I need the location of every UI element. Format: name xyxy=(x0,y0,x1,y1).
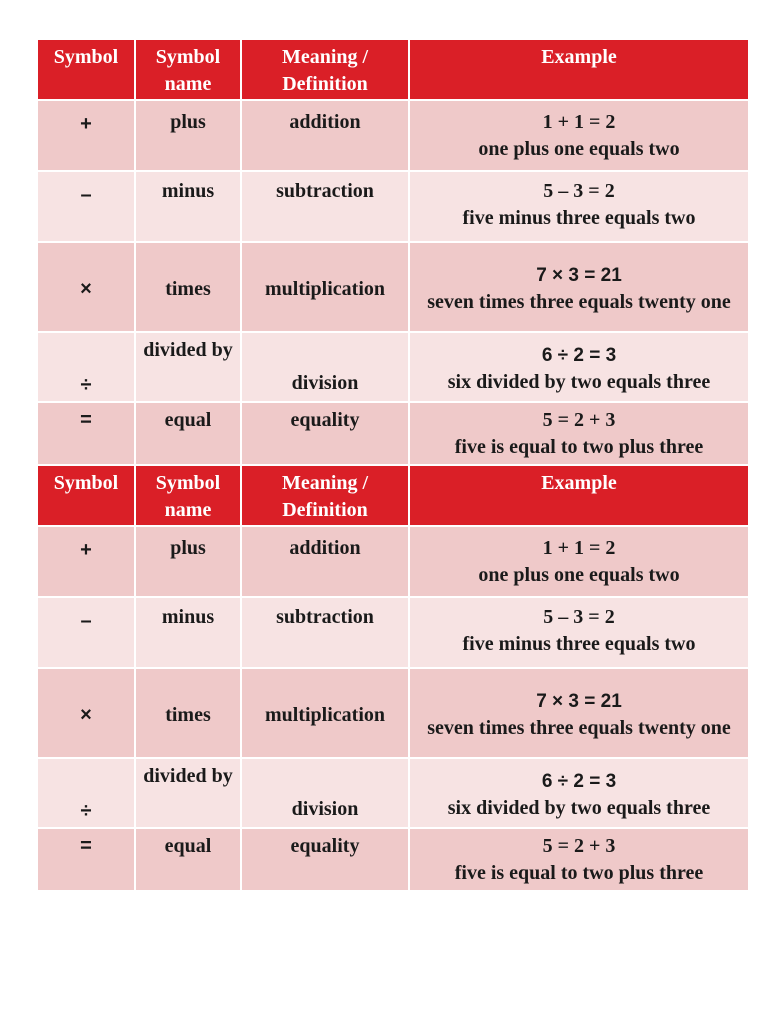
document-page xyxy=(36,38,748,892)
table-row xyxy=(37,668,749,758)
cell-symbol: + xyxy=(37,526,135,597)
example-words: seven times three equals twenty one xyxy=(427,291,731,313)
table-row xyxy=(37,597,749,668)
cell-example xyxy=(409,402,749,465)
cell-symbol: ÷ xyxy=(37,332,135,402)
cell-example xyxy=(409,242,749,332)
cell-example xyxy=(409,597,749,668)
table-row xyxy=(37,402,749,465)
cell-symbol-name: equal xyxy=(135,402,241,465)
table-header-row xyxy=(37,39,749,100)
example-equation: 7 × 3 = 21 xyxy=(536,265,622,286)
example-words: one plus one equals two xyxy=(478,564,680,586)
cell-symbol: ÷ xyxy=(37,758,135,828)
cell-meaning: addition xyxy=(241,526,409,597)
table-row xyxy=(37,332,749,402)
cell-symbol: + xyxy=(37,100,135,171)
cell-example xyxy=(409,100,749,171)
header-example: Example xyxy=(409,39,749,100)
example-equation: 6 ÷ 2 = 3 xyxy=(541,345,617,366)
header-symbol: Symbol xyxy=(37,39,135,100)
cell-meaning: multiplication xyxy=(241,668,409,758)
cell-symbol: = xyxy=(37,402,135,465)
example-equation: 5 = 2 + 3 xyxy=(542,835,616,857)
cell-example xyxy=(409,526,749,597)
example-equation: 6 ÷ 2 = 3 xyxy=(541,771,617,792)
table-row xyxy=(37,828,749,891)
example-words: five minus three equals two xyxy=(462,633,696,655)
cell-symbol-name: plus xyxy=(135,526,241,597)
header-symbol-name: Symbol name xyxy=(135,465,241,526)
example-equation: 1 + 1 = 2 xyxy=(542,537,616,559)
table-header-row xyxy=(37,465,749,526)
cell-meaning: division xyxy=(241,332,409,402)
cell-symbol-name: times xyxy=(135,668,241,758)
header-meaning: Meaning / Definition xyxy=(241,465,409,526)
table-row xyxy=(37,171,749,242)
header-example: Example xyxy=(409,465,749,526)
cell-symbol: = xyxy=(37,828,135,891)
cell-symbol: – xyxy=(37,171,135,242)
example-words: six divided by two equals three xyxy=(447,371,711,393)
example-equation: 1 + 1 = 2 xyxy=(542,111,616,133)
example-equation: 7 × 3 = 21 xyxy=(536,691,622,712)
example-equation: 5 – 3 = 2 xyxy=(543,180,615,202)
example-words: five is equal to two plus three xyxy=(454,862,704,884)
example-equation: 5 – 3 = 2 xyxy=(543,606,615,628)
table-row xyxy=(37,242,749,332)
example-words: five minus three equals two xyxy=(462,207,696,229)
cell-symbol-name: times xyxy=(135,242,241,332)
cell-meaning: equality xyxy=(241,828,409,891)
header-symbol-name: Symbol name xyxy=(135,39,241,100)
cell-example xyxy=(409,668,749,758)
cell-example xyxy=(409,332,749,402)
cell-meaning: addition xyxy=(241,100,409,171)
cell-example xyxy=(409,171,749,242)
cell-meaning: division xyxy=(241,758,409,828)
cell-meaning: subtraction xyxy=(241,171,409,242)
cell-symbol: – xyxy=(37,597,135,668)
table-row xyxy=(37,758,749,828)
table-row xyxy=(37,526,749,597)
cell-meaning: multiplication xyxy=(241,242,409,332)
example-words: five is equal to two plus three xyxy=(454,436,704,458)
cell-symbol: × xyxy=(37,668,135,758)
cell-symbol-name: divided by xyxy=(135,758,241,828)
cell-symbol: × xyxy=(37,242,135,332)
header-symbol: Symbol xyxy=(37,465,135,526)
example-words: seven times three equals twenty one xyxy=(427,717,731,739)
cell-symbol-name: minus xyxy=(135,597,241,668)
cell-meaning: subtraction xyxy=(241,597,409,668)
math-symbols-table xyxy=(36,38,750,892)
cell-example xyxy=(409,758,749,828)
example-words: one plus one equals two xyxy=(478,138,680,160)
cell-symbol-name: minus xyxy=(135,171,241,242)
cell-symbol-name: divided by xyxy=(135,332,241,402)
cell-meaning: equality xyxy=(241,402,409,465)
cell-symbol-name: equal xyxy=(135,828,241,891)
example-words: six divided by two equals three xyxy=(447,797,711,819)
header-meaning: Meaning / Definition xyxy=(241,39,409,100)
example-equation: 5 = 2 + 3 xyxy=(542,409,616,431)
table-row xyxy=(37,100,749,171)
cell-symbol-name: plus xyxy=(135,100,241,171)
cell-example xyxy=(409,828,749,891)
